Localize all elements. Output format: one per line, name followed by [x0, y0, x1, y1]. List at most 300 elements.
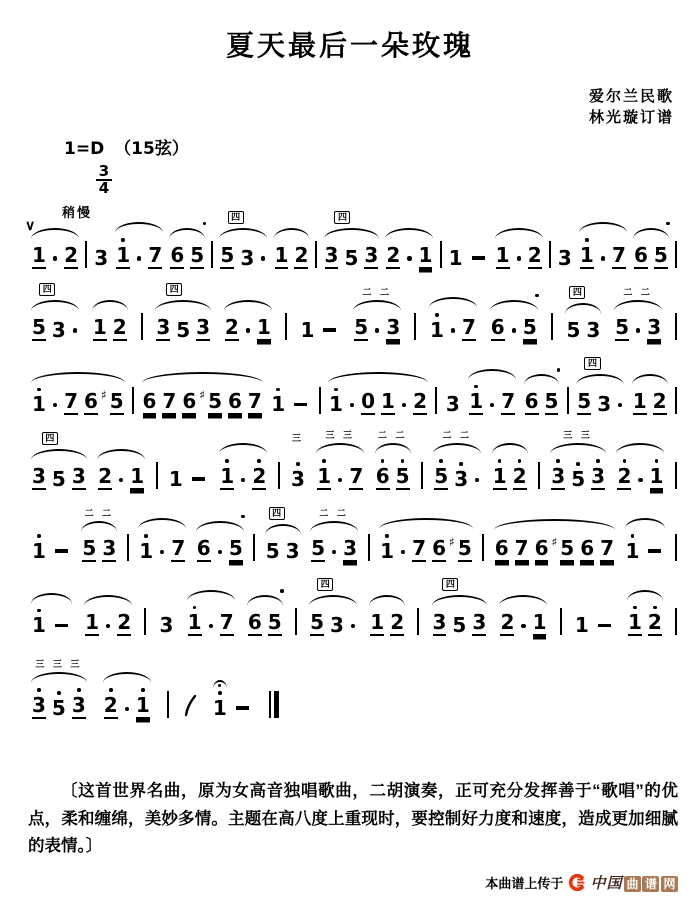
notes-row — [322, 244, 382, 269]
barline — [167, 691, 169, 718]
note — [469, 385, 483, 416]
note-digit: 5 — [176, 317, 191, 342]
finger-mark: 四 — [166, 283, 182, 296]
note — [535, 537, 549, 562]
note-digit: 5 — [457, 535, 472, 560]
octave-dot — [596, 459, 600, 463]
note-digit: 5 — [220, 242, 235, 267]
note — [52, 691, 66, 719]
notes-row — [488, 316, 540, 341]
note-digit: 2 — [500, 610, 515, 635]
note-digit: 1 — [429, 317, 444, 342]
note — [220, 611, 234, 636]
barline — [482, 534, 484, 561]
note — [93, 316, 107, 341]
duration-dot — [490, 403, 494, 407]
finger-mark: 四 — [317, 578, 333, 591]
note — [454, 462, 468, 490]
note-digit: 2 — [98, 463, 113, 488]
duration-dot — [53, 403, 57, 407]
note — [343, 537, 357, 562]
note-group — [217, 431, 269, 490]
note-group — [548, 431, 608, 490]
note — [82, 537, 96, 562]
slur-arc — [316, 443, 364, 454]
note — [633, 390, 647, 415]
note-digit: 5 — [51, 695, 66, 720]
note — [430, 313, 444, 341]
slur-arc — [490, 300, 538, 311]
note-digit: 5 — [109, 389, 124, 414]
octave-dot — [37, 609, 41, 613]
note — [390, 611, 404, 636]
note — [196, 316, 210, 341]
note — [566, 319, 580, 341]
note — [188, 606, 202, 637]
fermata-icon — [213, 680, 227, 689]
sustain-dash — [294, 403, 307, 407]
octave-dot — [109, 688, 113, 692]
note-digit: 6 — [228, 389, 242, 414]
slur-arc — [31, 372, 125, 383]
note-group — [288, 434, 308, 490]
note — [208, 390, 222, 415]
note-digit: 1 — [495, 242, 510, 267]
note-digit: 1 — [32, 242, 46, 267]
note-group — [82, 583, 134, 636]
note-digit: 5 — [228, 535, 243, 560]
barline — [675, 534, 677, 561]
notes-row — [326, 388, 430, 416]
notes-row — [574, 390, 626, 415]
note-group — [91, 219, 111, 269]
barline — [551, 313, 553, 340]
note-digit: 5 — [344, 245, 359, 270]
note-digit: 7 — [600, 535, 615, 560]
slur-arc — [310, 521, 358, 532]
note-digit: 2 — [413, 389, 428, 414]
note-digit: 1 — [649, 463, 664, 488]
notes-row — [497, 611, 549, 636]
footer — [485, 872, 678, 893]
note-digit: 7 — [64, 389, 79, 414]
note — [148, 244, 162, 269]
note-group — [136, 506, 188, 562]
note — [560, 537, 574, 562]
note — [654, 244, 668, 269]
note — [491, 316, 505, 341]
finger-mark: 四 — [42, 432, 58, 445]
note-digit: 3 — [32, 692, 46, 717]
note-group — [383, 216, 435, 269]
note-digit: 5 — [265, 538, 280, 563]
note — [513, 459, 527, 490]
note — [349, 465, 363, 490]
note — [419, 244, 433, 269]
score-line — [28, 578, 680, 637]
credit-origin: 爱尔兰民歌 — [588, 88, 674, 105]
staccato-dot — [280, 589, 284, 593]
note — [311, 537, 325, 562]
tuning-label: （15弦） — [114, 139, 189, 159]
note-digit: 6 — [494, 535, 509, 560]
note — [634, 244, 648, 269]
note — [628, 606, 642, 637]
note-digit: 1 — [380, 538, 394, 563]
note-digit: 1 — [381, 389, 395, 414]
note-group — [95, 437, 147, 490]
note-digit: 6 — [84, 389, 98, 414]
note — [528, 244, 542, 269]
note-digit: 3 — [71, 692, 86, 717]
note-digit: 3 — [586, 317, 601, 342]
note-group — [555, 219, 575, 269]
note — [600, 537, 614, 562]
note-digit: 2 — [652, 389, 667, 414]
note — [252, 459, 266, 490]
upload-note: 本曲谱上传于 — [485, 876, 564, 891]
slide-up-icon — [184, 694, 197, 717]
note — [32, 688, 46, 719]
octave-dot — [381, 459, 385, 463]
note-group — [268, 360, 313, 416]
note — [500, 611, 514, 636]
notes-row — [577, 238, 629, 269]
note — [98, 465, 112, 490]
note-group — [166, 440, 211, 490]
octave-dot — [144, 534, 148, 538]
octave-dot — [401, 459, 405, 463]
duration-dot — [401, 550, 405, 554]
note — [617, 459, 631, 490]
slur-arc — [31, 593, 72, 604]
note-digit: 1 — [85, 610, 100, 635]
notes-row — [308, 537, 360, 562]
slur-arc — [353, 300, 401, 311]
octave-dot — [459, 462, 463, 466]
duration-dot — [451, 328, 455, 332]
note — [412, 537, 426, 562]
notes-row — [446, 247, 491, 269]
barline — [414, 313, 416, 340]
notes-row — [572, 614, 617, 636]
slur-arc — [328, 372, 428, 383]
finger-mark: 四 — [442, 578, 458, 591]
note-digit: 6 — [490, 314, 505, 339]
slur-arc — [495, 228, 543, 239]
note — [266, 540, 280, 562]
note — [160, 614, 174, 636]
notes-row — [367, 611, 407, 636]
duration-dot — [241, 478, 245, 482]
note-digit: 1 — [32, 613, 46, 638]
note — [169, 468, 183, 490]
note-digit: 5 — [615, 314, 630, 339]
note-digit: 1 — [625, 538, 640, 563]
note-digit: 6 — [182, 389, 197, 414]
note-digit: 5 — [354, 314, 369, 339]
duration-dot — [512, 328, 516, 332]
barline — [278, 462, 280, 489]
notes-row — [631, 244, 671, 269]
note-group — [29, 506, 74, 562]
time-signature — [96, 164, 112, 196]
note-group — [326, 360, 430, 416]
note — [32, 465, 46, 490]
finger-mark: 四 — [569, 286, 585, 299]
slur-arc — [468, 369, 516, 380]
duration-dot — [246, 328, 250, 332]
note-digit: 2 — [617, 463, 632, 488]
note-digit: 7 — [514, 535, 529, 560]
staccato-dot — [666, 222, 670, 226]
note-digit: 1 — [220, 463, 235, 488]
notes-row — [90, 316, 130, 341]
slur-arc — [115, 222, 163, 233]
barline — [675, 241, 677, 268]
barline — [417, 608, 419, 635]
note-digit: 6 — [170, 242, 185, 267]
note — [495, 537, 509, 562]
note — [330, 614, 344, 636]
note-digit: 1 — [370, 610, 385, 635]
note-digit: 7 — [171, 535, 186, 560]
note-group — [210, 652, 255, 719]
notes-row — [272, 244, 312, 269]
final-barline — [269, 691, 279, 718]
notes-row — [351, 316, 403, 341]
note-group — [314, 431, 366, 490]
slur-arc — [31, 672, 87, 683]
credits — [589, 86, 674, 128]
note — [515, 537, 529, 562]
note-digit: 1 — [135, 692, 150, 717]
notes-row — [623, 534, 668, 562]
note-group — [222, 288, 274, 341]
staccato-dot — [241, 515, 245, 519]
note-digit: 5 — [571, 466, 586, 491]
note — [32, 316, 46, 341]
finger-mark: 四 — [39, 283, 55, 296]
note-digit: 7 — [462, 314, 476, 339]
duration-dot — [209, 624, 213, 628]
note-digit: 1 — [274, 242, 289, 267]
note — [102, 537, 116, 562]
duration-dot — [137, 256, 141, 260]
note — [240, 247, 254, 269]
staccato-dot — [535, 294, 539, 298]
notes-row — [245, 611, 285, 636]
notes-row — [268, 388, 313, 416]
octave-dot — [57, 691, 61, 695]
note — [32, 609, 46, 637]
notes-row — [194, 537, 246, 562]
note-digit: 6 — [534, 535, 549, 560]
octave-dot — [385, 534, 389, 538]
note-group — [497, 583, 549, 636]
duration-dot — [636, 328, 640, 332]
note-digit: 2 — [103, 692, 118, 717]
notes-row — [466, 385, 518, 416]
note — [229, 537, 243, 562]
note-digit: 3 — [454, 466, 469, 491]
note-digit: 3 — [597, 392, 612, 417]
note — [182, 390, 196, 415]
key-signature — [64, 134, 189, 159]
note-digit: 1 — [448, 245, 463, 270]
note-group — [298, 291, 343, 341]
slur-arc — [614, 300, 662, 311]
notes-row — [157, 614, 177, 636]
note-digit: 3 — [196, 314, 211, 339]
note-digit: 3 — [32, 463, 46, 488]
barline — [560, 608, 562, 635]
sustain-dash — [472, 256, 485, 260]
note — [501, 390, 515, 415]
note-digit: 1 — [574, 613, 589, 638]
notes-row — [427, 313, 479, 341]
note — [171, 537, 185, 562]
note-digit: 7 — [412, 535, 427, 560]
barline — [368, 534, 370, 561]
note — [551, 459, 565, 490]
note-digit: 3 — [343, 535, 358, 560]
note — [364, 244, 378, 269]
slur-arc — [324, 228, 380, 239]
note — [575, 614, 589, 636]
notes-row — [166, 468, 211, 490]
note-digit: 5 — [82, 535, 97, 560]
slur-arc — [375, 443, 411, 454]
score-line — [28, 431, 680, 490]
note — [286, 540, 300, 562]
note — [525, 390, 539, 415]
note-digit: 3 — [159, 613, 174, 638]
notes-row — [79, 537, 119, 562]
note — [558, 247, 572, 269]
position-mark: 二 二 — [442, 430, 473, 441]
note-digit: 3 — [386, 314, 401, 339]
note — [220, 244, 234, 269]
site-name-box-2: 谱 — [642, 876, 659, 892]
note-group — [492, 507, 617, 562]
slur-arc — [369, 595, 405, 606]
slur-arc — [81, 521, 117, 532]
note — [325, 244, 339, 269]
notes-row — [263, 540, 303, 562]
note-digit: 6 — [432, 535, 447, 560]
note-group — [263, 507, 303, 563]
note — [271, 388, 285, 416]
notes-row — [29, 534, 74, 562]
sharp-sign: ♯ — [199, 388, 206, 403]
notes-row — [614, 459, 666, 490]
slur-arc — [219, 228, 267, 239]
note-group — [79, 509, 119, 562]
octave-dot — [655, 459, 659, 463]
note — [523, 316, 537, 341]
note-digit: 1 — [187, 610, 202, 635]
note — [650, 459, 664, 490]
note-digit: 2 — [224, 314, 239, 339]
note-digit: 2 — [390, 610, 405, 635]
note — [597, 393, 611, 415]
barline — [440, 241, 442, 268]
slur-arc — [31, 228, 79, 239]
notes-row — [307, 611, 359, 636]
note-digit: 1 — [300, 317, 315, 342]
note — [615, 316, 629, 341]
note-digit: 3 — [364, 242, 379, 267]
note-digit: 1 — [139, 538, 154, 563]
note-digit: 1 — [32, 392, 46, 417]
octave-dot — [576, 462, 580, 466]
note — [626, 534, 640, 562]
notes-row — [492, 535, 617, 562]
sharp-sign: ♯ — [551, 534, 558, 549]
notes-row — [288, 462, 308, 490]
note-group — [153, 283, 213, 342]
sustain-dash — [55, 624, 68, 628]
note — [170, 244, 184, 269]
note — [612, 244, 626, 269]
note-digit: 3 — [647, 314, 662, 339]
octave-dot — [518, 459, 522, 463]
duration-dot — [338, 478, 342, 482]
credit-arranger: 林光璇订谱 — [588, 109, 674, 126]
note — [329, 388, 343, 416]
note-digit: 3 — [240, 245, 255, 270]
notes-row — [101, 688, 153, 719]
finger-mark: 四 — [334, 211, 350, 224]
site-name-box-3: 网 — [661, 876, 678, 892]
octave-dot — [585, 238, 589, 242]
note-group — [623, 506, 668, 562]
note-digit: 1 — [92, 314, 107, 339]
note-digit: 3 — [432, 610, 447, 635]
notes-row — [493, 244, 545, 269]
notes-row — [82, 611, 134, 636]
octave-dot — [37, 388, 41, 392]
duration-dot — [218, 550, 222, 554]
note-digit: 7 — [611, 242, 626, 267]
note-digit: 3 — [551, 463, 566, 488]
note — [354, 316, 368, 341]
note — [291, 462, 305, 490]
note — [94, 247, 108, 269]
notes-row — [298, 319, 343, 341]
slur-arc — [196, 521, 244, 532]
note-digit: 5 — [208, 389, 222, 414]
position-mark: 三 — [291, 433, 304, 444]
note-group — [446, 219, 491, 269]
duration-dot — [73, 328, 77, 332]
note-digit: 6 — [142, 389, 157, 414]
slur-arc — [309, 595, 357, 606]
barline — [549, 241, 551, 268]
note-digit: 2 — [386, 242, 401, 267]
octave-dot — [439, 459, 443, 463]
notes-row — [29, 388, 127, 416]
duration-dot — [332, 550, 336, 554]
note-digit: 1 — [317, 463, 332, 488]
note-digit: 6 — [196, 535, 211, 560]
duration-dot — [106, 624, 110, 628]
octave-dot — [257, 459, 261, 463]
notes-row — [113, 238, 165, 269]
note-group — [625, 578, 665, 637]
note — [72, 688, 86, 719]
